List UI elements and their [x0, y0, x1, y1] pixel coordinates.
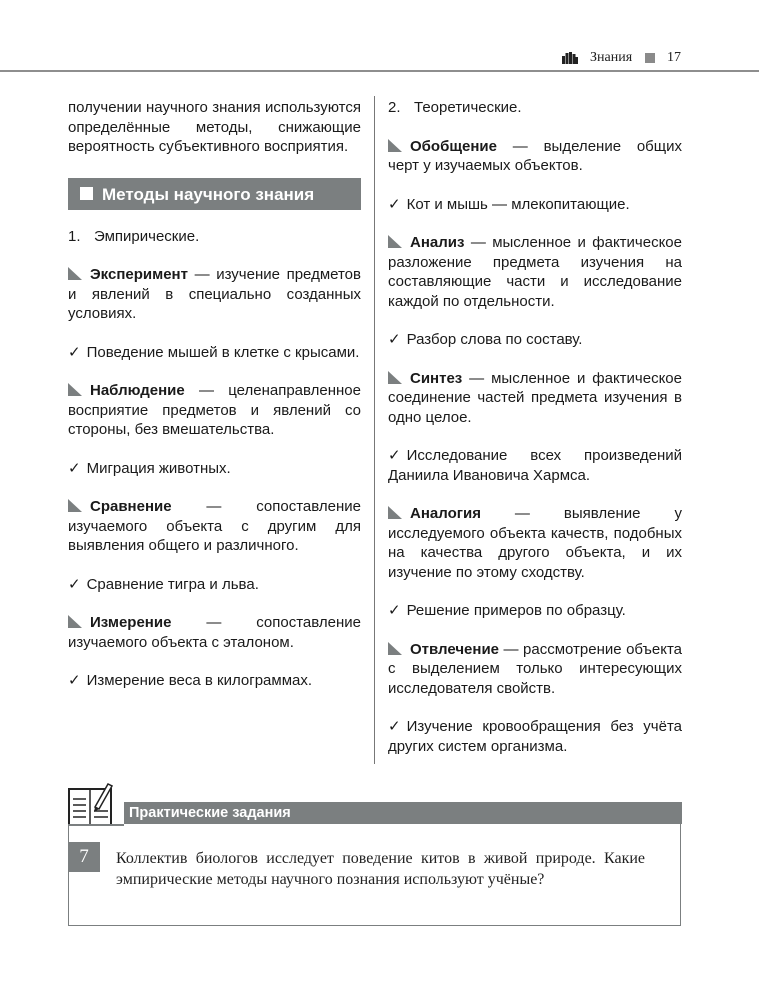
- method-definition: [388, 369, 682, 428]
- method-term: Эксперимент: [90, 266, 188, 283]
- checkmark-icon: ✓: [68, 672, 81, 689]
- page-number: 17: [667, 50, 681, 65]
- triangle-marker-icon: [68, 383, 82, 396]
- method-definition: [388, 137, 682, 176]
- method-definition: [388, 504, 682, 582]
- practice-box: [68, 781, 682, 928]
- method-example: [388, 717, 682, 756]
- intro-paragraph: получении научного знания используются определённые методы, снижающие вероятность субъективного восприятия.: [68, 99, 361, 155]
- method-term: Аналогия: [410, 505, 481, 522]
- checkmark-icon: ✓: [68, 459, 81, 477]
- example-text: Исследование всех произведений Даниила Ивановича Хармса.: [388, 447, 682, 484]
- method-term: Синтез: [410, 369, 463, 387]
- item-number: 2.: [388, 99, 401, 116]
- method-definition: [388, 233, 682, 311]
- practice-title: Практические задания: [129, 805, 291, 821]
- task-number-badge: 7: [68, 842, 100, 872]
- method-definition: [68, 381, 361, 440]
- method-example: [68, 343, 361, 363]
- running-header-title: Знания: [590, 50, 633, 65]
- checkmark-icon: ✓: [68, 575, 81, 593]
- method-text: — мысленное и фактическое разложение предмета изучения на составляющие части и исследование каждой по отдельности.: [388, 234, 682, 310]
- checkmark-icon: ✓: [68, 343, 81, 361]
- item-label: Теоретические.: [414, 99, 522, 116]
- numbered-item-empirical: [68, 227, 361, 247]
- example-text: Изучение кровообращения без учёта других систем организма.: [388, 718, 682, 755]
- method-example: [68, 671, 361, 691]
- example-text: Миграция животных.: [86, 459, 231, 477]
- method-term: Наблюдение: [90, 382, 185, 399]
- triangle-marker-icon: [388, 642, 402, 655]
- method-example: [388, 601, 682, 621]
- example-text: Измерение веса в килограммах.: [86, 672, 313, 689]
- method-text: — мысленное и фактическое соединение частей предмета изучения в одно целое.: [388, 369, 682, 426]
- books-icon: [562, 52, 578, 64]
- right-column: [388, 98, 682, 775]
- numbered-item-theoretical: [388, 98, 682, 118]
- example-text: Решение примеров по образцу.: [406, 602, 626, 619]
- checkmark-icon: ✓: [388, 447, 401, 464]
- example-text: Поведение мышей в клетке с крысами.: [86, 343, 360, 361]
- header-rule: [0, 70, 759, 72]
- checkmark-icon: ✓: [388, 602, 401, 619]
- method-example: [388, 446, 682, 485]
- method-term: Сравнение: [90, 498, 172, 515]
- method-text: — сопоставление изучаемого объекта с эталоном.: [68, 614, 361, 651]
- triangle-marker-icon: [68, 499, 82, 512]
- example-text: Сравнение тигра и льва.: [86, 575, 259, 593]
- item-number: 1.: [68, 227, 81, 245]
- example-text: Разбор слова по составу.: [406, 331, 583, 348]
- method-term: Измерение: [90, 614, 172, 631]
- page-header: [0, 0, 759, 72]
- method-text: — сопоставление изучаемого объекта с другим для выявления общего и различного.: [68, 498, 361, 554]
- triangle-marker-icon: [68, 267, 82, 280]
- method-example: [388, 330, 682, 350]
- method-example: [388, 195, 682, 215]
- method-definition: [68, 265, 361, 324]
- method-example: [68, 459, 361, 479]
- task-text: Коллектив биологов исследует поведение китов в живой природе. Какие эмпирические методы научного познания используют учёные?: [116, 850, 645, 888]
- method-text: — выделение общих черт у изучаемых объектов.: [388, 137, 682, 174]
- method-text: — изучение предметов и явлений в специально созданных условиях.: [68, 266, 361, 322]
- triangle-marker-icon: [388, 506, 402, 519]
- method-definition: [388, 640, 682, 699]
- heading-square-icon: [80, 187, 93, 200]
- column-divider: [374, 96, 375, 764]
- triangle-marker-icon: [68, 615, 82, 628]
- method-term: Отвлечение: [410, 640, 500, 658]
- section-heading: [68, 178, 361, 210]
- triangle-marker-icon: [388, 235, 402, 248]
- section-title: Методы научного знания: [102, 184, 315, 204]
- left-column: [68, 98, 361, 710]
- method-definition: [68, 613, 361, 652]
- practice-title-bar: [124, 802, 682, 824]
- method-definition: [68, 497, 361, 556]
- notebook-pencil-icon: [68, 781, 114, 827]
- item-label: Эмпирические.: [94, 227, 200, 245]
- checkmark-icon: ✓: [388, 331, 401, 348]
- method-example: [68, 575, 361, 595]
- method-term: Обобщение: [410, 137, 497, 155]
- triangle-marker-icon: [388, 371, 402, 384]
- checkmark-icon: ✓: [388, 718, 401, 735]
- method-text: — целенаправленное восприятие предметов и явлений со стороны, без вмешательства.: [68, 382, 361, 438]
- triangle-marker-icon: [388, 139, 402, 152]
- method-term: Анализ: [410, 234, 465, 251]
- method-text: — выявление у исследуемого объекта качеств, подобных на качества другого объекта, и их изучение по этому сходству.: [388, 505, 682, 581]
- header-square-marker: [645, 53, 655, 63]
- example-text: Кот и мышь — млекопитающие.: [406, 195, 630, 213]
- checkmark-icon: ✓: [388, 195, 401, 213]
- method-text: — рассмотрение объекта с выделением только интересующих исследователя свойств.: [388, 640, 682, 697]
